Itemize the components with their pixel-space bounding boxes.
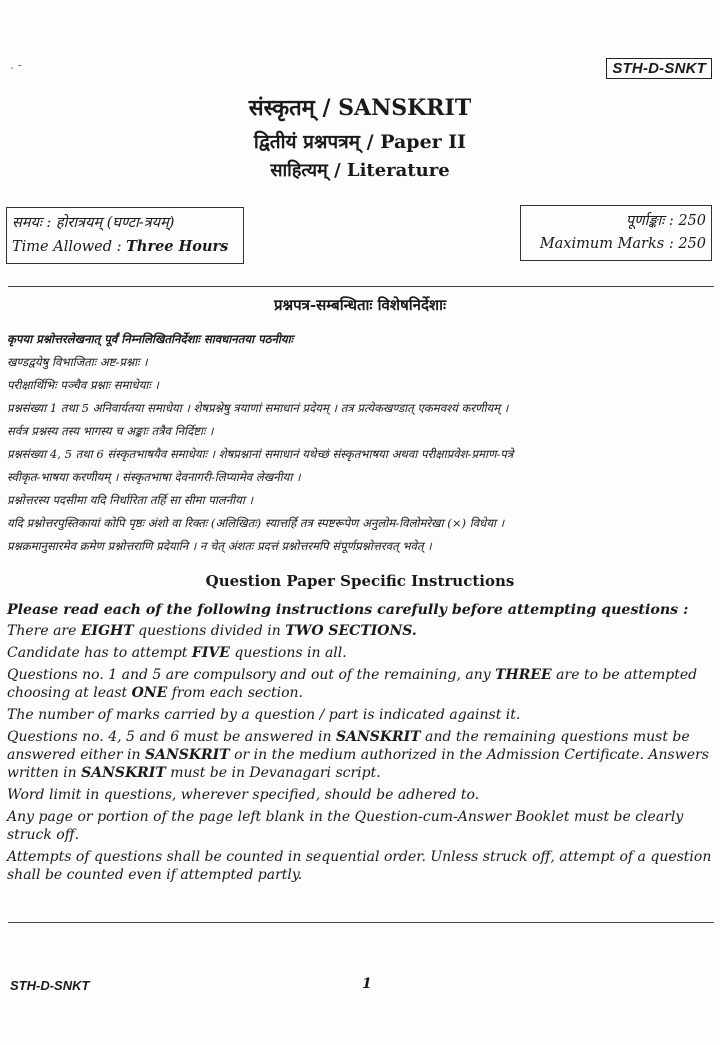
instruction-item: Any page or portion of the page left blank in the Question-cum-Answer Booklet must be clearly struck off. — [7, 809, 684, 843]
instruction-item: Candidate has to attempt FIVE questions in all. — [7, 645, 347, 661]
paper-title: द्वितीयं प्रश्नपत्रम् / Paper II — [253, 131, 467, 153]
hindi-line: प्रश्नसंख्या 1 तथा 5 अनिवार्यतया समाधेया । शेषप्रश्नेषु त्रयाणां समाधानं प्रदेयम् । तत्र प्रत्येकखण्डात् एकमवश्यं करणीयम् । — [7, 401, 509, 415]
hindi-line: यदि प्रश्नोत्तरपुस्तिकायां कोपि पृष्ठः अंशो वा रिक्तः (अलिखितः) स्यात्तर्हि तत्र स्पष्टरूपेण अनुलोम-विलोमरेखा (×) विधेया । — [7, 516, 505, 530]
divider-bottom — [8, 922, 714, 923]
instruction-item: Word limit in questions, wherever specified, should be adhered to. — [7, 787, 480, 803]
hindi-line: खण्डद्वयेषु विभाजिताः अष्ट-प्रश्नाः । — [7, 355, 148, 369]
section-title: साहित्यम् / Literature — [270, 160, 450, 181]
time-label: Time Allowed : — [12, 239, 127, 255]
time-english — [12, 235, 238, 259]
time-hindi: समयः : होरात्रयम् (घण्टा-त्रयम्) — [12, 215, 175, 231]
page-number: 1 — [362, 976, 372, 992]
hindi-line: प्रश्नोत्तरस्य पदसीमा यदि निर्धारिता तर्हि सा सीमा पालनीया । — [7, 493, 253, 507]
instruction-item: The number of marks carried by a question / part is indicated against it. — [7, 707, 521, 723]
instruction-item: There are EIGHT questions divided in TWO SECTIONS. — [7, 623, 417, 639]
hindi-line: परीक्षार्थिभिः पञ्चैव प्रश्नाः समाधेयाः । — [7, 378, 159, 392]
hindi-instructions-title: प्रश्नपत्र-सम्बन्धिताः विशेषनिर्देशाः — [273, 296, 447, 314]
hindi-line: सर्वत्र प्रश्नस्य तस्य भागस्य च अङ्काः तत्रैव निर्दिष्टाः । — [7, 424, 214, 438]
subject-title: संस्कृतम् / SANSKRIT — [248, 95, 472, 121]
divider-top — [8, 286, 714, 287]
marks-english: Maximum Marks : 250 — [539, 236, 706, 252]
instruction-item: Questions no. 1 and 5 are compulsory and out of the remaining, any THREE are to be attempted choosing at least ONE from each section. — [7, 667, 698, 701]
hindi-line: प्रश्नक्रमानुसारमेव क्रमेण प्रश्नोत्तराणि प्रदेयानि । न चेत् अंशतः प्रदत्तं प्रश्नोत्तरमपि संपूर्णप्रश्नोत्तरवत् भवेत् । — [7, 539, 432, 553]
instruction-item: Attempts of questions shall be counted in sequential order. Unless struck off, attempt of a question shall be counted even if attempted partly. — [7, 849, 712, 883]
paper-code-badge: STH-D-SNKT — [606, 58, 712, 79]
maximum-marks-box — [520, 205, 712, 261]
corner-mark: . - — [10, 58, 22, 72]
time-allowed-box — [6, 207, 244, 264]
english-instructions — [7, 601, 715, 888]
time-value: Three Hours — [126, 238, 229, 255]
hindi-instructions — [7, 328, 715, 558]
hindi-line: स्वीकृत-भाषया करणीयम् । संस्कृतभाषा देवनागरी-लिप्यामेव लेखनीया । — [7, 470, 301, 484]
hindi-line: प्रश्नसंख्या 4, 5 तथा 6 संस्कृतभाषयैव समाधेयाः । शेषप्रश्नानां समाधानं यथेच्छं संस्कृतभाषया अथवा परीक्षाप्रवेश-प्रमाण-पत्रे — [7, 447, 514, 461]
instruction-item: Questions no. 4, 5 and 6 must be answered in SANSKRIT and the remaining questions must be answered either in SANSKRIT or in the medium authorized in the Admission Certificate. Answers written in SANSKRIT must be in Devanagari script. — [7, 729, 709, 781]
footer-paper-code: STH-D-SNKT — [10, 978, 90, 993]
instructions-lead: Please read each of the following instructions carefully before attempting questions : — [7, 602, 689, 618]
marks-hindi: पूर्णाङ्काः : 250 — [625, 213, 706, 229]
hindi-line: कृपया प्रश्नोत्तरलेखनात् पूर्वं निम्नलिखितनिर्देशाः सावधानतया पठनीयाः — [7, 332, 293, 346]
english-instructions-title: Question Paper Specific Instructions — [205, 572, 515, 590]
